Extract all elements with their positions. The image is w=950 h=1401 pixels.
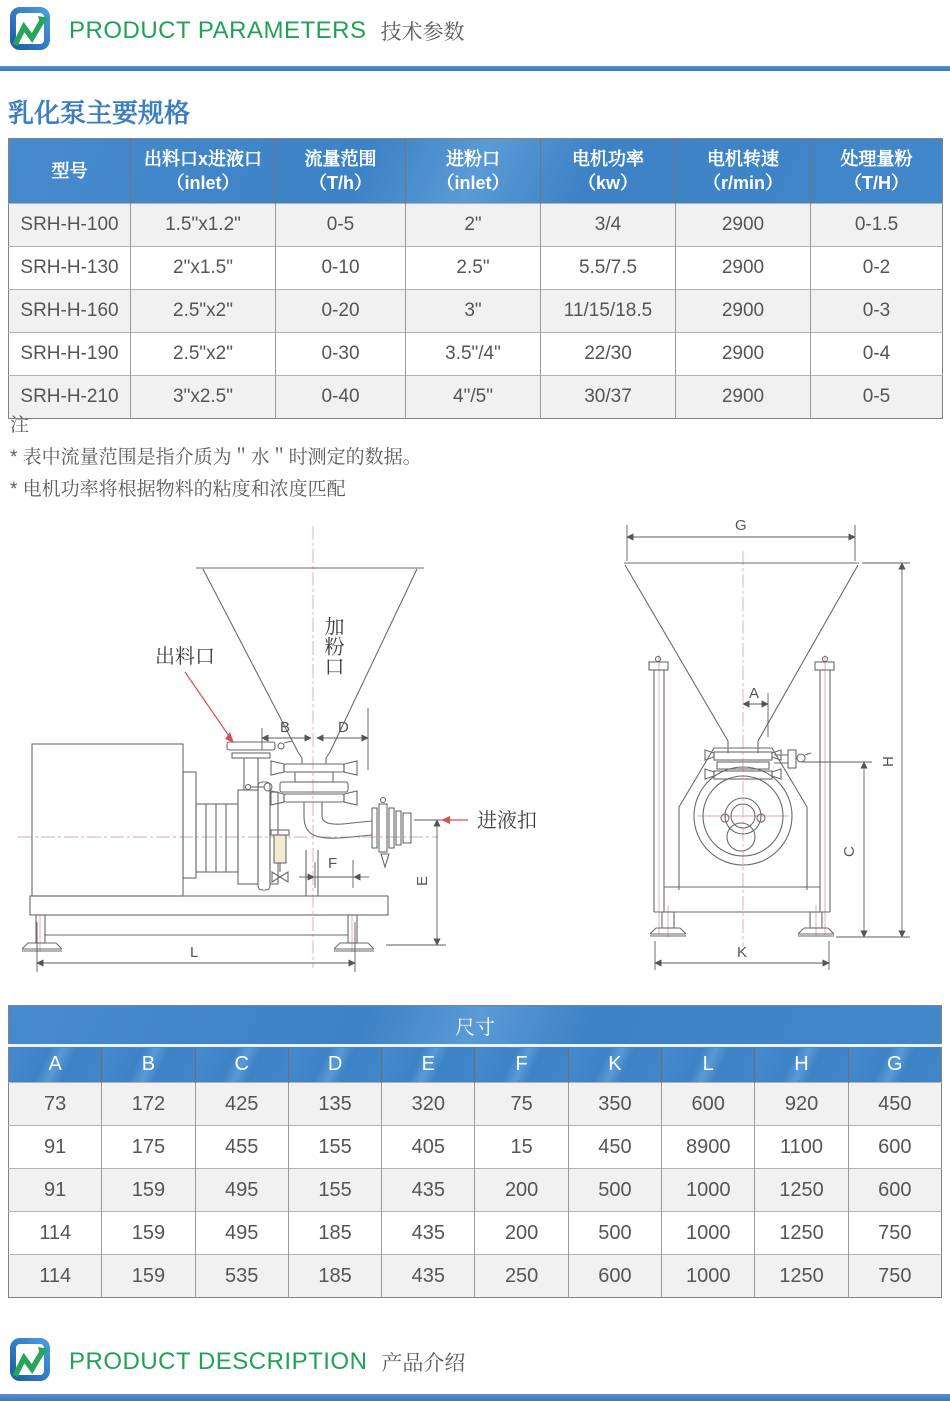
spec-table-cell: SRH-H-160: [9, 290, 131, 333]
dim-table-cell: 155: [288, 1126, 381, 1169]
dim-label-l: L: [190, 944, 199, 961]
dim-table-cell: 1100: [755, 1126, 848, 1169]
spec-table-cell: 0-20: [276, 290, 406, 333]
front-view-centerlines: [659, 551, 825, 947]
spec-table-cell: SRH-H-190: [9, 333, 131, 376]
dimension-table: [8, 1005, 942, 1298]
dim-table-cell: 495: [195, 1169, 288, 1212]
spec-table-cell: 2"x1.5": [131, 247, 276, 290]
spec-table-cell: 2.5"x2": [131, 333, 276, 376]
dim-label-f: F: [328, 855, 338, 872]
dim-table-row: [9, 1083, 942, 1126]
spec-table-cell: 3.5"/4": [406, 333, 541, 376]
dim-table-cell: 435: [382, 1169, 475, 1212]
spec-table-cell: 0-2: [811, 247, 943, 290]
dim-table-cell: 91: [9, 1126, 102, 1169]
dim-table-cell: 114: [9, 1255, 102, 1298]
dim-title-row: [9, 1006, 942, 1046]
spec-table-cell: 0-5: [811, 376, 943, 419]
spec-column-header: 型号: [51, 161, 88, 181]
spec-table-cell: 22/30: [541, 333, 676, 376]
spec-table-cell: SRH-H-130: [9, 247, 131, 290]
dim-table-cell: 159: [102, 1169, 195, 1212]
spec-table: [8, 138, 943, 419]
note-line-1: * 表中流量范围是指介质为＂水＂时测定的数据。: [10, 447, 422, 468]
dim-table-cell: 500: [568, 1212, 661, 1255]
note-line-2: * 电机功率将根据物料的粘度和浓度匹配: [10, 479, 346, 500]
dim-table-cell: 320: [382, 1083, 475, 1126]
spec-column-header: 进粉口 （inlet）: [406, 139, 541, 204]
spec-table-cell: 4"/5": [406, 376, 541, 419]
spec-table-cell: 2900: [676, 290, 811, 333]
technical-drawings: [0, 505, 950, 1003]
spec-table-cell: 2900: [676, 247, 811, 290]
front-view-dimensions: [627, 517, 910, 970]
spec-column-header: 出料口x进液口 （inlet）: [131, 139, 276, 204]
footer-title-zh: 产品介绍: [381, 1352, 466, 1375]
spec-table-cell: 0-10: [276, 247, 406, 290]
dim-column-header: C: [195, 1046, 288, 1083]
dim-table-cell: 159: [102, 1212, 195, 1255]
spec-table-body: [9, 204, 943, 419]
dim-table-cell: 600: [662, 1083, 755, 1126]
dim-label-c: C: [841, 846, 858, 857]
powder-inlet-valve: [246, 761, 358, 816]
top-section-header: [8, 6, 464, 56]
spec-table-cell: 1.5"x1.2": [131, 204, 276, 247]
dim-table-cell: 535: [195, 1255, 288, 1298]
dim-table-row: [9, 1126, 942, 1169]
spec-table-cell: 2.5": [406, 247, 541, 290]
dim-header-row: [9, 1046, 942, 1083]
side-view-dimensions: [37, 708, 446, 972]
spec-table-cell: 2": [406, 204, 541, 247]
dim-table-cell: 425: [195, 1083, 288, 1126]
dim-label-g: G: [735, 517, 747, 534]
spec-table-cell: 3": [406, 290, 541, 333]
dim-table-row: [9, 1255, 942, 1298]
dim-table-cell: 435: [382, 1212, 475, 1255]
spec-table-row: [9, 333, 943, 376]
spec-column-header: 处理量粉 （T/H）: [811, 139, 943, 204]
spec-table-cell: 2.5"x2": [131, 290, 276, 333]
spec-table-cell: SRH-H-210: [9, 376, 131, 419]
spec-table-cell: 0-5: [276, 204, 406, 247]
notes: [10, 410, 422, 506]
liquid-inlet-clamp: [372, 798, 411, 868]
dim-table-cell: 15: [475, 1126, 568, 1169]
outlet-label: 出料口: [155, 646, 215, 668]
support-posts: [649, 657, 834, 913]
spec-table-cell: 0-1.5: [811, 204, 943, 247]
side-view-centerlines: [18, 526, 438, 968]
base-frame-side: [22, 896, 388, 951]
spec-table-cell: 0-4: [811, 333, 943, 376]
dim-table-cell: 750: [848, 1212, 941, 1255]
dim-label-d: D: [338, 719, 349, 736]
brand-logo-icon: [8, 6, 55, 56]
spec-table-row: [9, 290, 943, 333]
spec-header-row: [9, 139, 943, 204]
dim-table-cell: 1000: [662, 1212, 755, 1255]
dim-table-cell: 159: [102, 1255, 195, 1298]
dim-column-header: F: [475, 1046, 568, 1083]
dim-table-cell: 1250: [755, 1212, 848, 1255]
footer-title-en: PRODUCT DESCRIPTION: [69, 1348, 368, 1375]
spec-table-cell: 11/15/18.5: [541, 290, 676, 333]
front-view-drawing: [562, 505, 950, 995]
dim-table-cell: 750: [848, 1255, 941, 1298]
dim-table-cell: 73: [9, 1083, 102, 1126]
dim-table-cell: 1000: [662, 1169, 755, 1212]
dim-table-row: [9, 1169, 942, 1212]
dim-table-row: [9, 1212, 942, 1255]
dim-table-cell: 114: [9, 1212, 102, 1255]
dim-table-cell: 200: [475, 1212, 568, 1255]
dim-table-cell: 1250: [755, 1255, 848, 1298]
dim-column-header: L: [662, 1046, 755, 1083]
dim-table-cell: 600: [848, 1126, 941, 1169]
spec-table-cell: 30/37: [541, 376, 676, 419]
dim-table-cell: 435: [382, 1255, 475, 1298]
spec-column-header: 电机功率 （kw）: [541, 139, 676, 204]
dim-label-e: E: [414, 875, 431, 886]
spec-table-cell: 5.5/7.5: [541, 247, 676, 290]
dim-label-b: B: [280, 719, 291, 736]
dim-table-cell: 600: [848, 1169, 941, 1212]
dim-table-cell: 8900: [662, 1126, 755, 1169]
dim-column-header: K: [568, 1046, 661, 1083]
notes-label: 注: [10, 415, 30, 436]
dim-table-cell: 455: [195, 1126, 288, 1169]
bottom-section-header: [8, 1337, 465, 1387]
liquid-inlet-label: 进液扣: [477, 810, 537, 832]
top-divider: [0, 66, 950, 71]
spec-table-cell: 2900: [676, 204, 811, 247]
page-title-zh: 技术参数: [380, 21, 465, 44]
dim-column-header: H: [755, 1046, 848, 1083]
spec-table-cell: 3/4: [541, 204, 676, 247]
side-view-drawing: [0, 520, 560, 990]
spec-table-row: [9, 247, 943, 290]
dim-label-k: K: [737, 944, 748, 961]
spec-table-cell: 0-30: [276, 333, 406, 376]
base-frame-front: [650, 887, 834, 936]
dim-column-header: D: [288, 1046, 381, 1083]
spec-column-header: 电机转速 （r/min）: [676, 139, 811, 204]
dim-table-cell: 135: [288, 1083, 381, 1126]
bottom-divider: [0, 1394, 950, 1401]
dim-table-cell: 500: [568, 1169, 661, 1212]
dim-table-cell: 1000: [662, 1255, 755, 1298]
spec-table-cell: 0-40: [276, 376, 406, 419]
dim-table-cell: 495: [195, 1212, 288, 1255]
dim-table-cell: 175: [102, 1126, 195, 1169]
elbow-pipe: [304, 816, 372, 838]
dim-table-title: 尺寸: [9, 1006, 942, 1046]
brand-logo-icon: [8, 1337, 55, 1387]
spec-table-cell: 2900: [676, 333, 811, 376]
dim-table-cell: 172: [102, 1083, 195, 1126]
dim-table-cell: 185: [288, 1212, 381, 1255]
dim-table-cell: 920: [755, 1083, 848, 1126]
dim-table-cell: 250: [475, 1255, 568, 1298]
dim-label-h: H: [880, 756, 897, 767]
spec-table-row: [9, 204, 943, 247]
spec-table-cell: 2900: [676, 376, 811, 419]
page-title-en: PRODUCT PARAMETERS: [69, 17, 367, 44]
dim-table-cell: 1250: [755, 1169, 848, 1212]
dim-table-cell: 600: [568, 1255, 661, 1298]
dim-label-a: A: [749, 685, 760, 702]
powder-inlet-label: 加粉口: [321, 616, 343, 676]
dim-table-cell: 450: [848, 1083, 941, 1126]
spec-table-wrap: [8, 138, 942, 419]
motor-and-pump: [32, 741, 318, 896]
pump-housing-front: [679, 748, 811, 890]
spec-table-cell: 0-3: [811, 290, 943, 333]
dim-table-cell: 75: [475, 1083, 568, 1126]
dim-table-cell: 185: [288, 1255, 381, 1298]
dim-table-cell: 91: [9, 1169, 102, 1212]
spec-table-cell: SRH-H-100: [9, 204, 131, 247]
dim-table-body: [9, 1083, 942, 1298]
dim-table-cell: 200: [475, 1169, 568, 1212]
dim-column-header: G: [848, 1046, 941, 1083]
dim-column-header: A: [9, 1046, 102, 1083]
dim-table-cell: 405: [382, 1126, 475, 1169]
spec-column-header: 流量范围 （T/h）: [276, 139, 406, 204]
dim-column-header: E: [382, 1046, 475, 1083]
dim-table-cell: 450: [568, 1126, 661, 1169]
spec-table-cell: 3"x2.5": [131, 376, 276, 419]
dim-column-header: B: [102, 1046, 195, 1083]
dim-table-cell: 155: [288, 1169, 381, 1212]
dim-table-cell: 350: [568, 1083, 661, 1126]
dimension-table-wrap: [8, 1005, 942, 1298]
spec-section-heading: 乳化泵主要规格: [8, 98, 191, 128]
